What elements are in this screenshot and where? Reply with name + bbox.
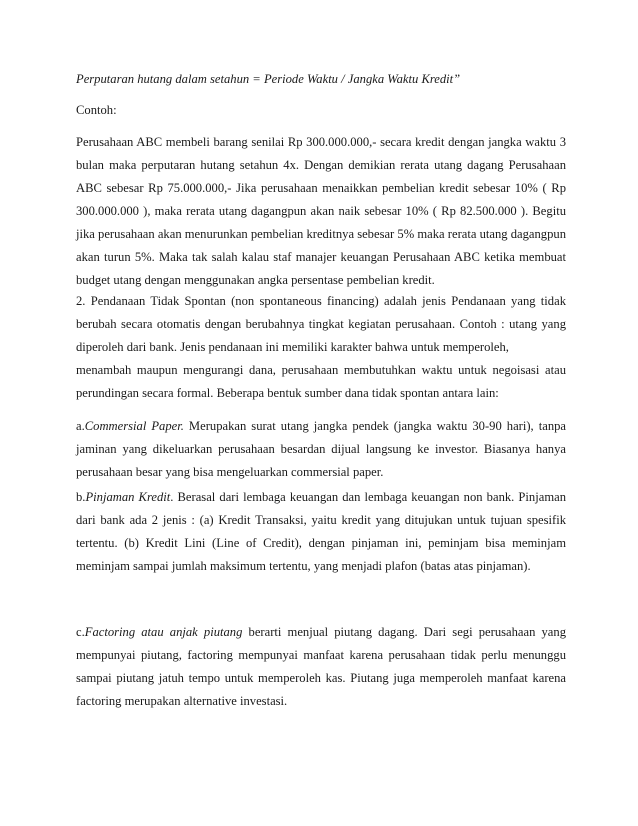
item-c-first-line — [76, 625, 566, 640]
item-a-line1-rest: Merupakan surat utang jangka pendek (jangka waktu 30-90 hari), tanpa — [183, 419, 566, 433]
paragraph-line: meminjam sampai jumlah maksimum tertentu, yang menjadi plafon (batas atas pinjaman). — [76, 559, 531, 573]
paragraph-line: factoring merupakan alternative investasi. — [76, 694, 288, 708]
paragraph-line: budget utang dengan menggunakan angka persentase pembelian kredit. — [76, 273, 435, 287]
formula-text: Perputaran hutang dalam setahun = Periode Waktu / Jangka Waktu Kredit” — [76, 72, 461, 86]
item-b-first-line — [76, 490, 566, 505]
item-b-prefix: b. — [76, 490, 86, 504]
paragraph-line: jaminan yang dikeluarkan perusahaan besardan dijual langsung ke investor. Biasanya hanya — [76, 442, 566, 456]
paragraph-line: akan turun 5%. Maka tak salah kalau staf manajer keuangan Perusahaan ABC ketika membuat — [76, 250, 566, 264]
paragraph-line: perusahaan besar yang bisa mengeluarkan commersial paper. — [76, 465, 384, 479]
example-label: Contoh: — [76, 103, 117, 117]
paragraph-line: jika perusahaan akan menurunkan pembelian kreditnya sebesar 5% maka rerata utang dagangpun — [76, 227, 566, 241]
paragraph-line: dari bank ada 2 jenis : (a) Kredit Transaksi, yaitu kredit yang ditujukan untuk tujuan spesifik — [76, 513, 566, 527]
item-b-line1-rest: . Berasal dari lembaga keuangan dan lembaga keuangan non bank. Pinjaman — [170, 490, 566, 504]
paragraph-line: berubah secara otomatis dengan berubahnya tingkat kegiatan perusahaan. Contoh : utang yang — [76, 317, 566, 331]
item-a-first-line — [76, 419, 566, 434]
paragraph-line: menambah maupun mengurangi dana, perusahaan membutuhkan waktu untuk negoisasi atau — [76, 363, 566, 377]
item-a-term: Commersial Paper. — [84, 419, 184, 433]
paragraph-line: mempunyai piutang, factoring mempunyai manfaat karena perusahaan tidak perlu menunggu — [76, 648, 566, 662]
paragraph-line: ABC sebesar Rp 75.000.000,- Jika perusahaan menaikkan pembelian kredit sebesar 10% ( Rp — [76, 181, 566, 195]
item-a-prefix: a. — [76, 419, 85, 433]
item-b-term: Pinjaman Kredit — [85, 490, 171, 504]
paragraph-line: perundingan secara formal. Beberapa bentuk sumber dana tidak spontan antara lain: — [76, 386, 499, 400]
paragraph-line: 300.000.000 ), maka rerata utang dagangpun akan naik sebesar 10% ( Rp 82.500.000 ). Begitu — [76, 204, 566, 218]
paragraph-line: bulan maka perputaran hutang setahun 4x. Dengan demikian rerata utang dagang Perusahaan — [76, 158, 566, 172]
paragraph-line: Perusahaan ABC membeli barang senilai Rp 300.000.000,- secara kredit dengan jangka waktu 3 — [76, 135, 566, 149]
item-c-line1-rest: berarti menjual piutang dagang. Dari segi perusahaan yang — [242, 625, 566, 639]
paragraph-line: 2. Pendanaan Tidak Spontan (non spontaneous financing) adalah jenis Pendanaan yang tidak — [76, 294, 566, 308]
paragraph-line: diperoleh dari bank. Jenis pendanaan ini memiliki karakter bahwa untuk memperoleh, — [76, 340, 509, 354]
paragraph-line: tertentu. (b) Kredit Lini (Line of Credit), dengan pinjaman ini, peminjam bisa meminjam — [76, 536, 566, 550]
item-c-prefix: c. — [76, 625, 85, 639]
item-c-term: Factoring atau anjak piutang — [84, 625, 243, 639]
paragraph-line: sampai piutang jatuh tempo untuk memperoleh kas. Piutang juga memperoleh manfaat karena — [76, 671, 566, 685]
